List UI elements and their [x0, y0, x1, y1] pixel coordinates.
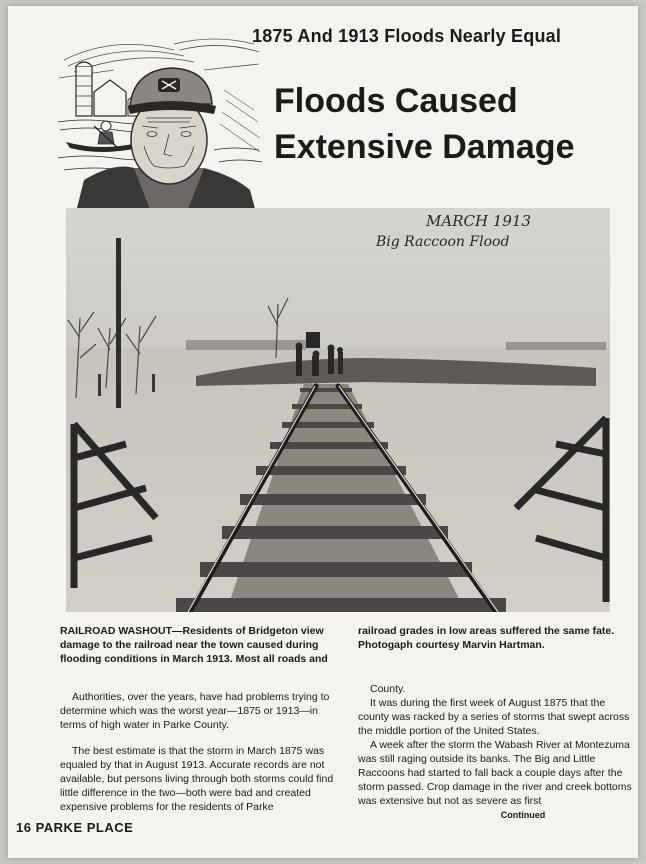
railroad-washout-photo: [66, 208, 610, 612]
headline-line-2: Extensive Damage: [274, 128, 575, 166]
photo-caption-left: [60, 624, 338, 666]
photo-handwriting-date: MARCH 1913: [426, 212, 531, 230]
article-paragraph: The best estimate is that the storm in March 1875 was equaled by that in August 1913. Accurate records are not available, but persons living through both storms could find little difference in the two—both were bad and created expensive problems for the residents of Parke: [60, 745, 334, 813]
magazine-page: [8, 6, 638, 858]
article-paragraph: A week after the storm the Wabash River at Montezuma was still raging outside its banks. The Big and Little Raccoons had started to fall back a couple days after the storm passed. Crop damage in the river and creek bottoms was extensive but not as severe as first: [358, 739, 632, 807]
continued-marker: Continued: [500, 810, 546, 820]
article-column-right: [358, 682, 638, 822]
photo-handwriting-title: Big Raccoon Flood: [376, 234, 510, 250]
article-paragraph: Authorities, over the years, have had problems trying to determine which was the worst year—1875 or 1913—in terms of high water in Parke County.: [60, 691, 330, 731]
farmer-illustration: [54, 30, 264, 220]
kicker-headline: 1875 And 1913 Floods Nearly Equal: [252, 26, 562, 46]
photo-caption-right: railroad grades in low areas suffered the same fate. Photogaph courtesy Marvin Hartman.: [358, 625, 615, 651]
headline: [274, 78, 634, 170]
article-paragraph: It was during the first week of August 1875 that the county was racked by a series of storms that swept across the middle portion of the United States.: [358, 697, 630, 737]
headline-line-1: Floods Caused: [274, 82, 518, 120]
caption-text-left: —Residents of Bridgeton view damage to the railroad near the town caused during flooding conditions in March 1913. Most all roads and: [60, 625, 328, 665]
article-paragraph: County.: [370, 683, 406, 695]
page-folio: 16 PARKE PLACE: [16, 820, 134, 835]
article-column-left: [60, 690, 338, 826]
caption-label: RAILROAD WASHOUT: [60, 625, 172, 637]
